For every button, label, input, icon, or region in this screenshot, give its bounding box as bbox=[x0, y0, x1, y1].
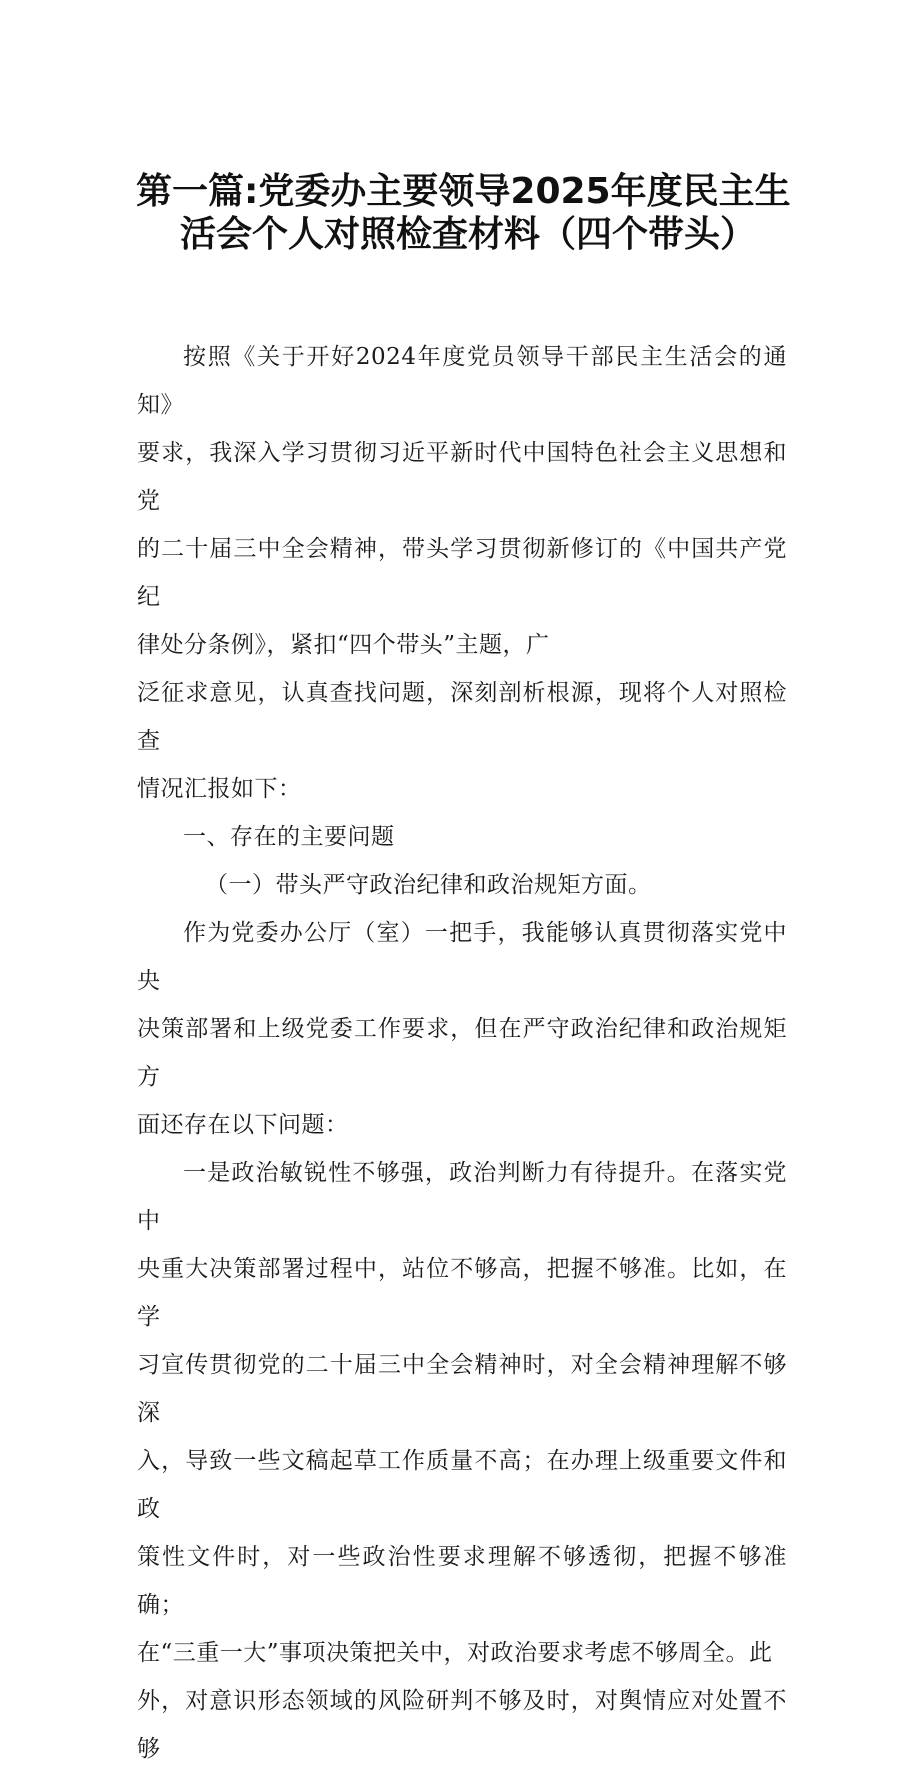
document-title-line-2: 活会个人对照检查材料（四个带头） bbox=[180, 214, 757, 255]
document-body bbox=[137, 333, 787, 1773]
paragraph-line: 入，导致一些文稿起草工作质量不高；在办理上级重要文件和政 bbox=[137, 1448, 787, 1522]
paragraph-line: 央重大决策部署过程中，站位不够高，把握不够准。比如，在学 bbox=[137, 1256, 787, 1330]
intro-line: 要求，我深入学习贯彻习近平新时代中国特色社会主义思想和党 bbox=[137, 440, 787, 514]
intro-line: 泛征求意见，认真查找问题，深刻剖析根源，现将个人对照检查 bbox=[137, 680, 787, 754]
paragraph-line: 习宣传贯彻党的二十届三中全会精神时，对全会精神理解不够深 bbox=[137, 1352, 787, 1426]
intro-line: 律处分条例》，紧扣“四个带头”主题，广 bbox=[137, 632, 550, 658]
paragraph-line: 作为党委办公厅（室）一把手，我能够认真贯彻落实党中央 bbox=[137, 920, 787, 994]
intro-line: 按照《关于开好2024年度党员领导干部民主生活会的通知》 bbox=[137, 344, 787, 418]
paragraph-line: 策性文件时，对一些政治性要求理解不够透彻，把握不够准确； bbox=[137, 1544, 787, 1618]
document-title-line-1: 第一篇:党委办主要领导2025年度民主生 bbox=[136, 171, 791, 212]
subsection-heading: （一）带头严守政治纪律和政治规矩方面。 bbox=[205, 872, 652, 898]
intro-line: 的二十届三中全会精神，带头学习贯彻新修订的《中国共产党纪 bbox=[137, 536, 787, 610]
paragraph-line: 一是政治敏锐性不够强，政治判断力有待提升。在落实党中 bbox=[137, 1160, 787, 1234]
paragraph-line: 外，对意识形态领域的风险研判不够及时，对舆情应对处置不够 bbox=[137, 1688, 787, 1762]
paragraph-line: 面还存在以下问题： bbox=[137, 1112, 349, 1138]
intro-line: 情况汇报如下： bbox=[137, 776, 302, 802]
paragraph-line: 在“三重一大”事项决策把关中，对政治要求考虑不够周全。此 bbox=[137, 1640, 773, 1666]
section-heading: 一、存在的主要问题 bbox=[183, 824, 395, 850]
paragraph-line: 决策部署和上级党委工作要求，但在严守政治纪律和政治规矩方 bbox=[137, 1016, 787, 1090]
